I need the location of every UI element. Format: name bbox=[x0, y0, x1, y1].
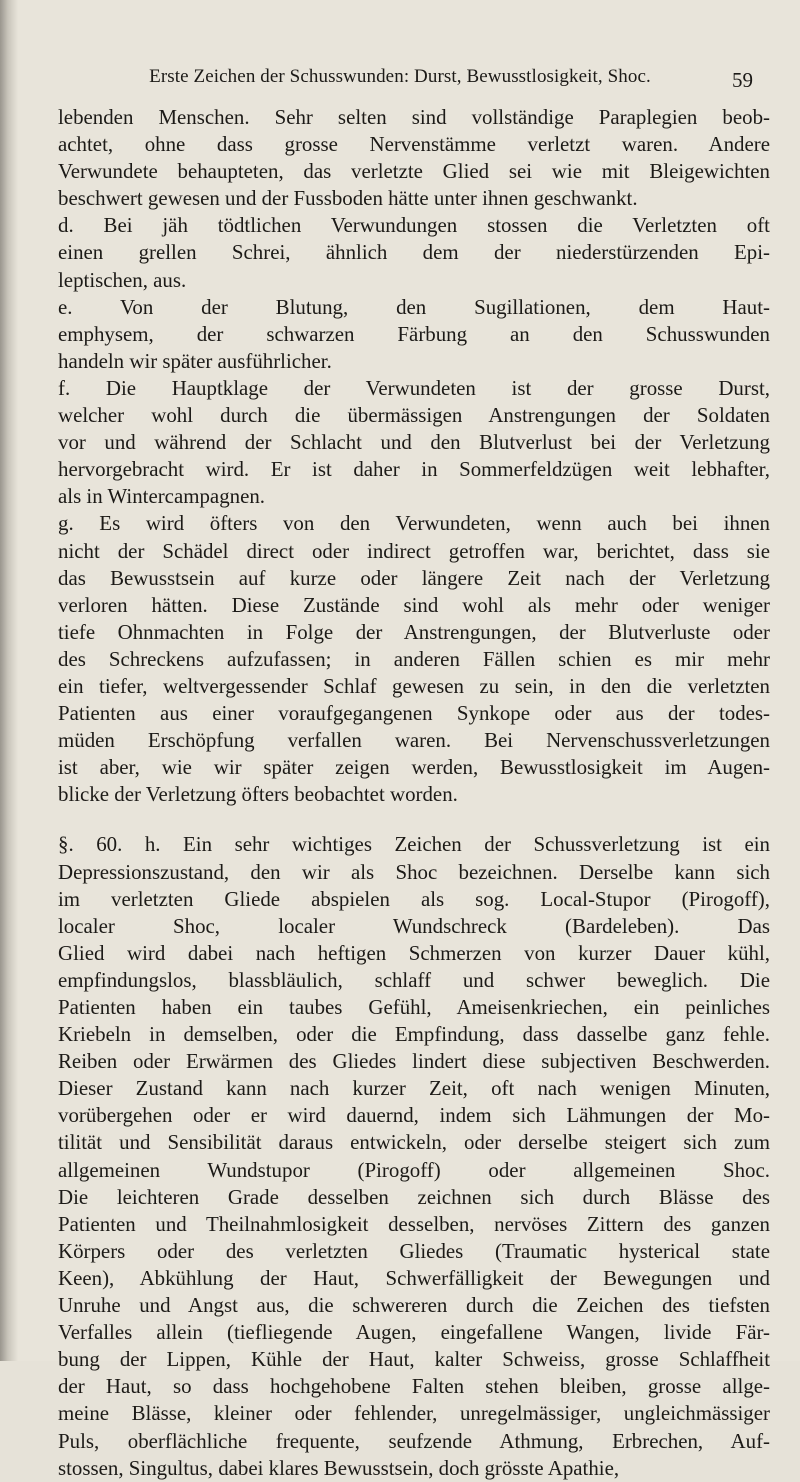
text-line: ist aber, wie wir später zeigen werden, Bewusstlosigkeit im Augen- bbox=[58, 755, 770, 780]
text-line: achtet, ohne dass grosse Nervenstämme verletzt waren. Andere bbox=[58, 132, 770, 157]
paragraph bbox=[58, 375, 770, 510]
text-line: Verfalles allein (tiefliegende Augen, eingefallene Wangen, livide Fär- bbox=[58, 1320, 770, 1345]
text-line: leptischen, aus. bbox=[58, 267, 187, 292]
page-number: 59 bbox=[732, 68, 753, 92]
text-line: Puls, oberflächliche frequente, seufzende Athmung, Erbrechen, Auf- bbox=[58, 1428, 770, 1453]
text-line: Körpers oder des verletzten Gliedes (Traumatic hysterical state bbox=[58, 1238, 770, 1263]
text-line: emphysem, der schwarzen Färbung an den Schusswunden bbox=[58, 321, 770, 346]
page-binding-edge bbox=[0, 0, 18, 1361]
text-line: Depressionszustand, den wir als Shoc bezeichnen. Derselbe kann sich bbox=[58, 859, 770, 884]
text-line: empfindungslos, blassbläulich, schlaff und schwer beweglich. Die bbox=[58, 967, 770, 992]
text-line: e. Von der Blutung, den Sugillationen, dem Haut- bbox=[58, 294, 770, 319]
text-line: handeln wir später ausführlicher. bbox=[58, 348, 332, 373]
text-line: stossen, Singultus, dabei klares Bewusstsein, doch grösste Apathie, bbox=[58, 1455, 620, 1480]
text-line: hervorgebracht wird. Er ist daher in Sommerfeldzügen weit lebhafter, bbox=[58, 457, 770, 482]
text-line: des Schreckens aufzufassen; in anderen Fällen schien es mir mehr bbox=[58, 646, 770, 671]
text-line: als in Wintercampagnen. bbox=[58, 484, 266, 509]
running-head: Erste Zeichen der Schusswunden: Durst, Bewusstlosigkeit, Shoc. bbox=[149, 66, 651, 87]
text-line: müden Erschöpfung verfallen waren. Bei Nervenschussverletzungen bbox=[58, 728, 770, 753]
text-line: Patienten und Theilnahmlosigkeit desselben, nervöses Zittern des ganzen bbox=[58, 1211, 770, 1236]
section-gap bbox=[58, 808, 770, 831]
text-line: Keen), Abkühlung der Haut, Schwerfälligkeit der Bewegungen und bbox=[58, 1265, 770, 1290]
text-line: allgemeinen Wundstupor (Pirogoff) oder allgemeinen Shoc. bbox=[58, 1157, 770, 1182]
text-line: verloren hätten. Diese Zustände sind wohl als mehr oder weniger bbox=[58, 592, 770, 617]
text-line: einen grellen Schrei, ähnlich dem der niederstürzenden Epi- bbox=[58, 240, 770, 265]
text-line: Dieser Zustand kann nach kurzer Zeit, oft nach wenigen Minuten, bbox=[58, 1076, 770, 1101]
paragraph bbox=[58, 212, 770, 293]
text-line: im verletzten Gliede abspielen als sog. Local-Stupor (Pirogoff), bbox=[58, 886, 770, 911]
text-line: Unruhe und Angst aus, die schwereren durch die Zeichen des tiefsten bbox=[58, 1293, 770, 1318]
text-line: Patienten haben ein taubes Gefühl, Ameisenkriechen, ein peinliches bbox=[58, 995, 770, 1019]
text-line: f. Die Hauptklage der Verwundeten ist der grosse Durst, bbox=[58, 375, 770, 400]
text-line: beschwert gewesen und der Fussboden hätte unter ihnen geschwankt. bbox=[58, 186, 638, 211]
text-line: vorübergehen oder er wird dauernd, indem sich Lähmungen der Mo- bbox=[58, 1103, 770, 1128]
text-line: Die leichteren Grade desselben zeichnen sich durch Blässe des bbox=[58, 1184, 770, 1209]
text-line: lebenden Menschen. Sehr selten sind vollständige Paraplegien beob- bbox=[58, 105, 770, 129]
text-line: §. 60. h. Ein sehr wichtiges Zeichen der Schussverletzung ist ein bbox=[58, 832, 770, 857]
text-line: vor und während der Schlacht und den Blutverlust bei der Verletzung bbox=[58, 430, 770, 455]
text-line: Reiben oder Erwärmen des Gliedes lindert diese subjectiven Beschwerden. bbox=[58, 1049, 770, 1074]
text-line: das Bewusstsein auf kurze oder längere Zeit nach der Verletzung bbox=[58, 565, 770, 590]
text-line: nicht der Schädel direct oder indirect getroffen war, berichtet, dass sie bbox=[58, 538, 770, 563]
text-line: welcher wohl durch die übermässigen Anstrengungen der Soldaten bbox=[58, 403, 770, 428]
text-line: g. Es wird öfters von den Verwundeten, wenn auch bei ihnen bbox=[58, 511, 770, 536]
paragraph bbox=[58, 831, 770, 1481]
text-line: Patienten aus einer voraufgegangenen Synkope oder aus der todes- bbox=[58, 701, 770, 726]
text-line: localer Shoc, localer Wundschreck (Bardeleben). Das bbox=[58, 913, 770, 938]
text-line: blicke der Verletzung öfters beobachtet worden. bbox=[58, 782, 458, 807]
text-line: tilität und Sensibilität daraus entwickeln, oder derselbe steigert sich zum bbox=[58, 1130, 770, 1155]
paragraph bbox=[58, 510, 770, 808]
page-body bbox=[58, 104, 770, 1482]
page-header bbox=[0, 66, 800, 90]
text-line: d. Bei jäh tödtlichen Verwundungen stossen die Verletzten oft bbox=[58, 213, 770, 238]
text-line: Kriebeln in demselben, oder die Empfindung, dass dasselbe ganz fehle. bbox=[58, 1022, 770, 1047]
text-line: meine Blässe, kleiner oder fehlender, unregelmässiger, ungleichmässiger bbox=[58, 1401, 770, 1426]
text-line: Verwundete behaupteten, das verletzte Glied sei wie mit Bleigewichten bbox=[58, 159, 770, 184]
text-line: ein tiefer, weltvergessender Schlaf gewesen zu sein, in den die verletzten bbox=[58, 673, 770, 698]
text-line: tiefe Ohnmachten in Folge der Anstrengungen, der Blutverluste oder bbox=[58, 619, 770, 644]
text-line: der Haut, so dass hochgehobene Falten stehen bleiben, grosse allge- bbox=[58, 1374, 770, 1399]
text-line: bung der Lippen, Kühle der Haut, kalter Schweiss, grosse Schlaffheit bbox=[58, 1347, 770, 1372]
paragraph bbox=[58, 294, 770, 375]
paragraph bbox=[58, 104, 770, 212]
text-line: Glied wird dabei nach heftigen Schmerzen von kurzer Dauer kühl, bbox=[58, 940, 770, 965]
